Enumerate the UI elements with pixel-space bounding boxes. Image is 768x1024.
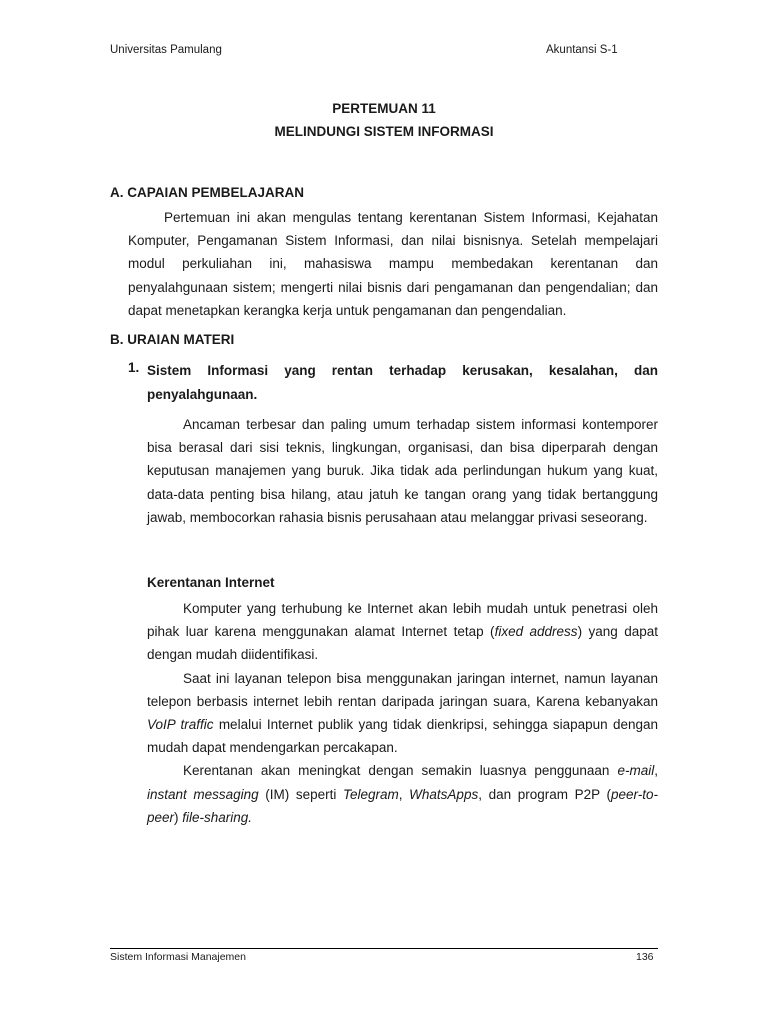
page-title-meeting: PERTEMUAN 11	[332, 101, 436, 116]
subsection-paragraph-1: Komputer yang terhubung ke Internet akan lebih mudah untuk penetrasi oleh pihak luar karena menggunakan alamat Internet tetap (fixed address) yang dapat dengan mudah diidentifikasi.	[147, 601, 659, 663]
subsection-heading: Kerentanan Internet	[147, 575, 275, 590]
footer-divider	[110, 948, 658, 949]
subsection-paragraph-2: Saat ini layanan telepon bisa menggunakan jaringan internet, namun layanan telepon berbasis internet lebih rentan daripada jaringan suara, Karena kebanyakan VoIP traffic melalui Internet publik yang tidak dienkripsi, sehingga siapapun dengan mudah dapat mendengarkan percakapan.	[147, 670, 658, 756]
page-title-topic: MELINDUNGI SISTEM INFORMASI	[274, 124, 494, 139]
section-a-heading: A. CAPAIAN PEMBELAJARAN	[110, 185, 305, 200]
header-program: Akuntansi S-1	[546, 44, 618, 56]
item-1-paragraph: Ancaman terbesar dan paling umum terhadap sistem informasi kontemporer bisa berasal dari sisi teknis, lingkungan, organisasi, dan bisa diperparah dengan keputusan manajemen yang buruk. Jika tidak ada perlindungan hukum yang kuat, data-data penting bisa hilang, atau jatuh ke tangan orang yang tidak bertanggung jawab, membocorkan rahasia bisnis perusahaan atau melanggar privasi seseorang.	[147, 417, 658, 525]
item-1-number: 1.	[128, 360, 140, 375]
section-b-heading: B. URAIAN MATERI	[110, 332, 235, 347]
subsection-paragraph-3: Kerentanan akan meningkat dengan semakin luasnya penggunaan e-mail, instant messaging (IM) seperti Telegram, WhatsApps, dan program P2P (peer-to-peer) file-sharing.	[147, 763, 658, 825]
page-number: 136	[636, 951, 654, 963]
section-a-paragraph: Pertemuan ini akan mengulas tentang kerentanan Sistem Informasi, Kejahatan Komputer, Pengamanan Sistem Informasi, dan nilai bisnisnya. Setelah mempelajari modul perkuliahan ini, mahasiswa mampu membedakan kerentanan dan penyalahgunaan sistem; mengerti nilai bisnis dari pengamanan dan pengendalian; dan dapat menetapkan kerangka kerja untuk pengamanan dan pengendalian.	[128, 210, 658, 318]
footer-course-name: Sistem Informasi Manajemen	[110, 951, 246, 963]
header-institution: Universitas Pamulang	[110, 44, 222, 56]
subsection-body	[147, 597, 658, 829]
item-1-title: Sistem Informasi yang rentan terhadap kerusakan, kesalahan, dan penyalahgunaan.	[147, 363, 658, 402]
